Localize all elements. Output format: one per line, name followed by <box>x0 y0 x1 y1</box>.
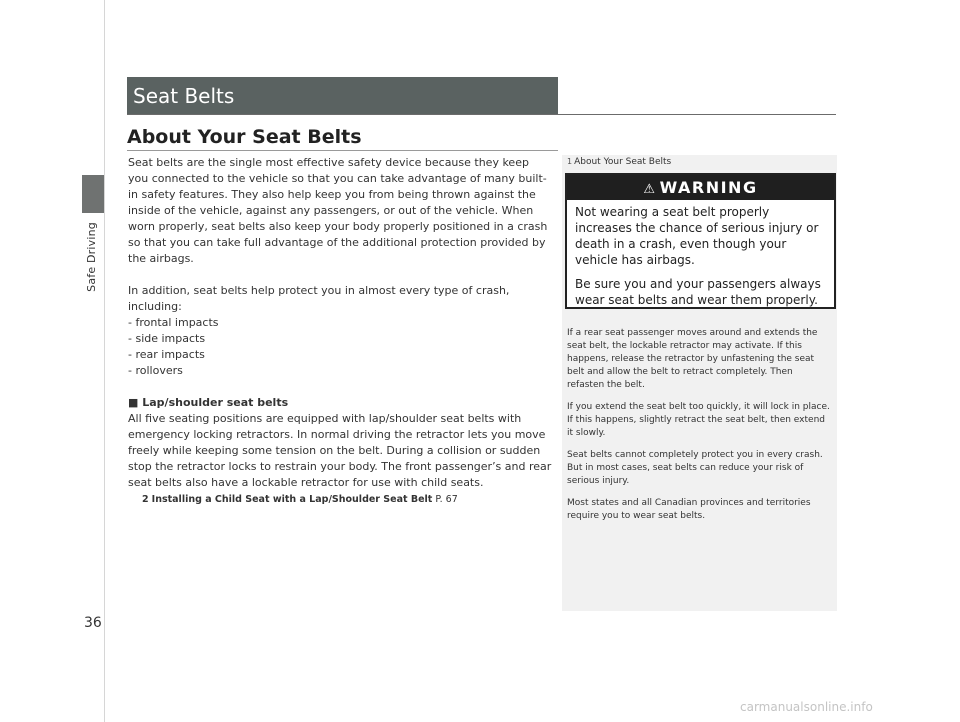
section-side-label: Safe Driving <box>85 222 98 292</box>
list-item: - rollovers <box>128 364 183 377</box>
page-number: 36 <box>84 615 102 631</box>
paragraph-intro: Seat belts are the single most effective safety device because they keep you connected to the vehicle so that you can take advantage of many built-in safety features. They also help keep you from being thrown against the inside of the vehicle, against any passengers, or out of the vehicle. When worn properly, seat belts also keep your body properly positioned in a crash so that you can take full advantage of the additional protection provided by the airbags. <box>128 156 548 265</box>
warning-header <box>567 175 834 200</box>
sidebar-panel <box>562 155 837 611</box>
list-item: - frontal impacts <box>128 316 219 329</box>
heading-rule <box>127 150 558 151</box>
sidebar-note: If you extend the seat belt too quickly, it will lock in place. If this happens, slightly retract the seat belt, then extend it slowly. <box>567 402 830 438</box>
cross-reference[interactable] <box>128 492 552 508</box>
warning-triangle-icon: ⚠ <box>643 182 657 197</box>
warning-text <box>567 200 834 308</box>
main-body <box>128 155 552 508</box>
warning-box <box>565 173 836 309</box>
section-title-bar <box>127 77 558 115</box>
section-tab-marker <box>82 175 104 213</box>
cross-reference-page: P. 67 <box>435 494 458 505</box>
paragraph-lap-shoulder: All five seating positions are equipped with lap/shoulder seat belts with emergency locking retractors. In normal driving the retractor lets you move freely while keeping some tension on the belt. During a collision or sudden stop the retractor locks to restrain your body. The front passenger’s and rear seat belts also have a lockable retractor for use with child seats. <box>128 412 552 489</box>
sidebar-heading <box>567 157 671 167</box>
watermark: carmanualsonline.info <box>740 700 873 714</box>
cross-reference-icon: 2 <box>142 494 149 505</box>
crash-types-list <box>128 315 552 379</box>
sidebar-heading-text: About Your Seat Belts <box>574 157 672 167</box>
sidebar-note: Seat belts cannot completely protect you in every crash. But in most cases, seat belts can reduce your risk of serious injury. <box>567 450 823 486</box>
sidebar-marker-icon: 1 <box>567 157 573 166</box>
warning-text-2: Be sure you and your passengers always wear seat belts and wear them properly. <box>575 277 821 307</box>
cross-reference-link[interactable]: Installing a Child Seat with a Lap/Shoulder Seat Belt <box>151 494 433 505</box>
list-item: - side impacts <box>128 332 206 345</box>
warning-title: WARNING <box>659 178 758 197</box>
sidebar-notes <box>567 327 832 532</box>
warning-text-1: Not wearing a seat belt properly increases the chance of serious injury or death in a crash, even though your vehicle has airbags. <box>575 205 819 267</box>
sidebar-note: If a rear seat passenger moves around and extends the seat belt, the lockable retractor may activate. If this happens, release the retractor by unfastening the seat belt and allow the belt to retract completely. Then refasten the belt. <box>567 328 818 390</box>
sub-heading <box>128 395 552 411</box>
square-bullet-icon: ■ <box>128 396 139 409</box>
margin-divider <box>104 0 105 722</box>
sidebar-note: Most states and all Canadian provinces and territories require you to wear seat belts. <box>567 498 811 521</box>
paragraph-crash-types-intro: In addition, seat belts help protect you in almost every type of crash, including: <box>128 284 510 313</box>
sub-heading-text: Lap/shoulder seat belts <box>142 396 289 409</box>
section-title: Seat Belts <box>133 84 235 108</box>
title-rule <box>127 114 836 115</box>
page-heading: About Your Seat Belts <box>127 126 362 148</box>
list-item: - rear impacts <box>128 348 205 361</box>
